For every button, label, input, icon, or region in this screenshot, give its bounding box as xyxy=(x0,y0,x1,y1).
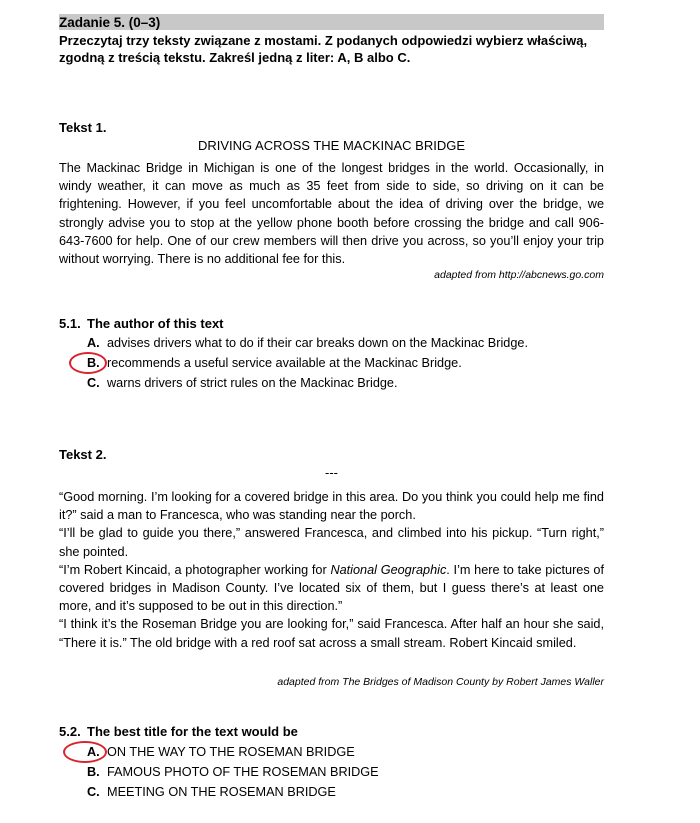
option-text: ON THE WAY TO THE ROSEMAN BRIDGE xyxy=(107,745,355,759)
answer-circle-mark xyxy=(63,741,107,763)
option-text: warns drivers of strict rules on the Mackinac Bridge. xyxy=(107,376,398,390)
option-c[interactable] xyxy=(87,782,379,802)
option-letter: A. xyxy=(87,745,100,759)
option-letter: C. xyxy=(87,376,100,390)
text2-source: adapted from The Bridges of Madison County by Robert James Waller xyxy=(277,676,604,688)
question-number: 5.2. xyxy=(59,724,81,739)
option-text: recommends a useful service available at the Mackinac Bridge. xyxy=(107,356,462,370)
text2-title: --- xyxy=(325,465,338,480)
question-5-2-options xyxy=(87,742,379,802)
question-stem: The best title for the text would be xyxy=(87,724,298,739)
option-text: FAMOUS PHOTO OF THE ROSEMAN BRIDGE xyxy=(107,765,379,779)
question-5-1-options xyxy=(87,333,528,393)
option-a[interactable] xyxy=(87,333,528,353)
option-a[interactable] xyxy=(87,742,379,762)
option-letter: C. xyxy=(87,785,100,799)
option-letter: B. xyxy=(87,356,100,370)
option-text: advises drivers what to do if their car breaks down on the Mackinac Bridge. xyxy=(107,336,529,350)
exam-page xyxy=(59,14,604,799)
option-text: MEETING ON THE ROSEMAN BRIDGE xyxy=(107,785,336,799)
text2-paragraph: “I’ll be glad to guide you there,” answered Francesca, and climbed into his pickup. “Turn right,” she pointed. xyxy=(59,526,604,559)
text1-body: The Mackinac Bridge in Michigan is one of the longest bridges in the world. Occasionally, in windy weather, it can move as much as 35 feet from side to side, so driving on it can be frightening. However, if you feel uncomfortable about the idea of driving over the bridge, we strongly advise you to stop at the yellow phone booth before crossing the bridge and call 906-643-7600 for help. One of our crew members will then drive you across, so you’ll enjoy your trip without worrying. There is no additional fee for this. xyxy=(59,161,604,267)
text1-source: adapted from http://abcnews.go.com xyxy=(434,269,604,281)
text2-body xyxy=(59,488,604,652)
option-letter: B. xyxy=(87,765,100,779)
task-header: Zadanie 5. (0–3) xyxy=(59,14,604,30)
option-b[interactable] xyxy=(87,353,528,373)
text1-title: DRIVING ACROSS THE MACKINAC BRIDGE xyxy=(197,138,466,153)
question-5-1 xyxy=(59,316,224,331)
text2-label: Tekst 2. xyxy=(59,447,107,462)
text2-paragraph: “I’m Robert Kincaid, a photographer working for National Geographic. I’m here to take pictures of covered bridges in Madison County. I’ve located six of them, but I guess there’s at least one more, and it’s supposed to be out in this direction.” xyxy=(59,562,604,614)
question-5-2 xyxy=(59,724,298,739)
text1-label: Tekst 1. xyxy=(59,120,107,135)
text2-paragraph: “I think it’s the Roseman Bridge you are looking for,” said Francesca. After half an hour she said, “There it is.” The old bridge with a red roof sat across a small stream. Robert Kincaid smiled. xyxy=(59,617,604,650)
task-instruction: Przeczytaj trzy teksty związane z mostami. Z podanych odpowiedzi wybierz właściwą, zgodną z treścią tekstu. Zakreśl jedną z liter: A, B albo C. xyxy=(59,33,588,65)
text2-paragraph: “Good morning. I’m looking for a covered bridge in this area. Do you think you could help me find it?” said a man to Francesca, who was standing near the porch. xyxy=(59,490,604,523)
answer-circle-mark xyxy=(69,352,107,374)
option-b[interactable] xyxy=(87,762,379,782)
question-stem: The author of this text xyxy=(87,316,224,331)
question-number: 5.1. xyxy=(59,316,81,331)
option-letter: A. xyxy=(87,336,100,350)
option-c[interactable] xyxy=(87,373,528,393)
